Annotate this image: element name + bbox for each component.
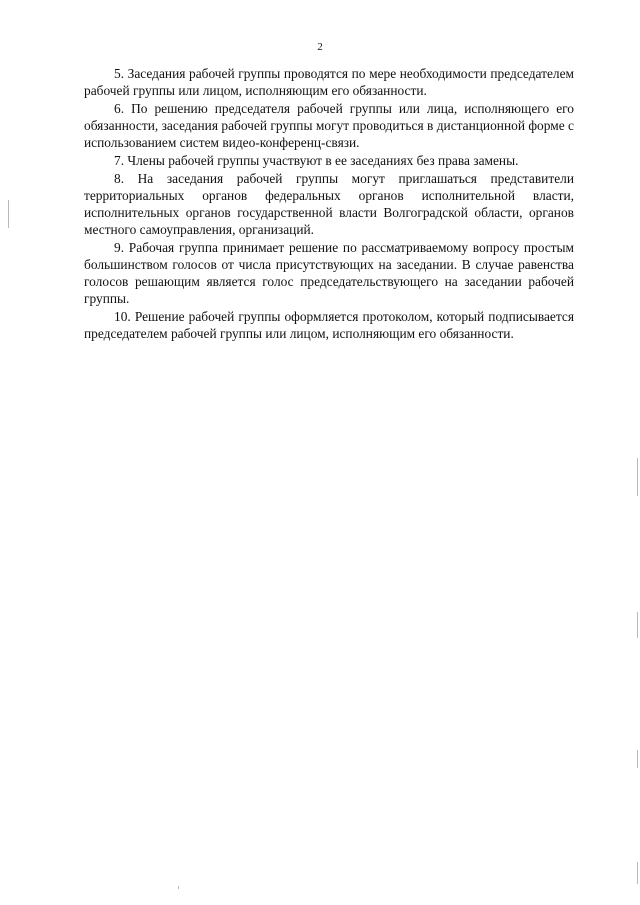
paragraph-7: 7. Члены рабочей группы участвуют в ее заседаниях без права замены. — [114, 153, 519, 168]
scan-artifact — [8, 200, 9, 228]
scan-artifact — [637, 862, 638, 884]
scan-artifact — [178, 886, 179, 889]
page-number: 2 — [317, 41, 323, 53]
document-body — [84, 65, 574, 343]
scan-artifact — [637, 750, 638, 768]
paragraph-8: 8. На заседания рабочей группы могут приглашаться представители территориальных органов федеральных органов исполнительной власти, исполнительных органов государственной власти Волгоградской области, органов местного самоуправления, организаций. — [84, 171, 574, 237]
paragraph-9: 9. Рабочая группа принимает решение по рассматриваемому вопросу простым большинством голосов от числа присутствующих на заседании. В случае равенства голосов решающим является голос председательствующего на заседании рабочей группы. — [84, 240, 574, 306]
paragraph-5: 5. Заседания рабочей группы проводятся по мере необходимости председателем рабочей группы или лицом, исполняющим его обязанности. — [84, 66, 574, 98]
paragraph-10: 10. Решение рабочей группы оформляется протоколом, который подписывается председателем рабочей группы или лицом, исполняющим его обязанности. — [84, 309, 574, 341]
scan-artifact — [637, 458, 638, 496]
paragraph-6: 6. По решению председателя рабочей группы или лица, исполняющего его обязанности, заседания рабочей группы могут проводиться в дистанционной форме с использованием систем видео-конференц-связи. — [84, 101, 574, 150]
scan-artifact — [637, 612, 638, 638]
